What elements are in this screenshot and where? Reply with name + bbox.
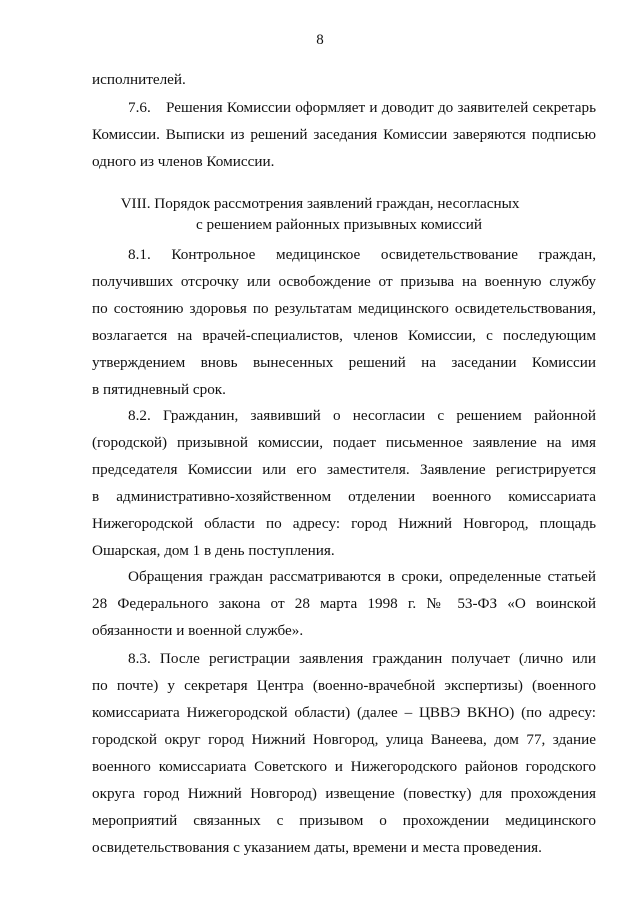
paragraph-line: Ошарская, дом 1 в день поступления. bbox=[92, 542, 335, 559]
paragraph-line: 8.2. Гражданин, заявивший о несогласии с решением районной bbox=[128, 407, 596, 424]
paragraph-line: освидетельствования с указанием даты, времени и места проведения. bbox=[92, 839, 542, 856]
paragraph-line: 28 Федерального закона от 28 марта 1998 г. № 53-ФЗ «О воинской bbox=[92, 595, 596, 612]
paragraph-line: получивших отсрочку или освобождение от призыва на военную службу bbox=[92, 273, 596, 290]
section-heading-line-2: с решением районных призывных комиссий bbox=[196, 216, 482, 233]
paragraph-line: одного из членов Комиссии. bbox=[92, 153, 275, 170]
paragraph-line: в пятидневный срок. bbox=[92, 381, 226, 398]
paragraph-line: утверждением вновь вынесенных решений на заседании Комиссии bbox=[92, 354, 596, 371]
paragraph-line: Обращения граждан рассматриваются в сроки, определенные статьей bbox=[128, 568, 596, 585]
paragraph-line: городской округ город Нижний Новгород, улица Ванеева, дом 77, здание bbox=[92, 731, 596, 748]
paragraph-line: 7.6. Решения Комиссии оформляет и доводит до заявителей секретарь bbox=[128, 99, 596, 116]
page-number: 8 bbox=[316, 32, 324, 48]
paragraph-line: мероприятий связанных с призывом о прохождении медицинского bbox=[92, 812, 596, 829]
paragraph-line: Комиссии. Выписки из решений заседания Комиссии заверяются подписью bbox=[92, 126, 596, 143]
paragraph-line: округа город Нижний Новгород) извещение (повестку) для прохождения bbox=[92, 785, 596, 802]
paragraph-line: по состоянию здоровья по результатам медицинского освидетельствования, bbox=[92, 300, 596, 317]
paragraph-line: в административно-хозяйственном отделении военного комиссариата bbox=[92, 488, 596, 505]
paragraph-line: председателя Комиссии или его заместителя. Заявление регистрируется bbox=[92, 461, 596, 478]
paragraph-line: Нижегородской области по адресу: город Нижний Новгород, площадь bbox=[92, 515, 596, 532]
paragraph-line: (городской) призывной комиссии, подает письменное заявление на имя bbox=[92, 434, 596, 451]
paragraph-line: возлагается на врачей-специалистов, членов Комиссии, с последующим bbox=[92, 327, 596, 344]
paragraph-line: комиссариата Нижегородской области) (далее – ЦВВЭ ВКНО) (по адресу: bbox=[92, 704, 596, 721]
paragraph-line: исполнителей. bbox=[92, 71, 186, 88]
section-heading: VIII. Порядок рассмотрения заявлений граждан, несогласных bbox=[120, 195, 520, 212]
paragraph-line: 8.3. После регистрации заявления гражданин получает (лично или bbox=[128, 650, 596, 667]
paragraph-line: обязанности и военной службе». bbox=[92, 622, 304, 639]
paragraph-line: по почте) у секретаря Центра (военно-врачебной экспертизы) (военного bbox=[92, 677, 596, 694]
paragraph-line: военного комиссариата Советского и Нижегородского районов городского bbox=[92, 758, 596, 775]
paragraph-line: 8.1. Контрольное медицинское освидетельствование граждан, bbox=[128, 246, 596, 263]
